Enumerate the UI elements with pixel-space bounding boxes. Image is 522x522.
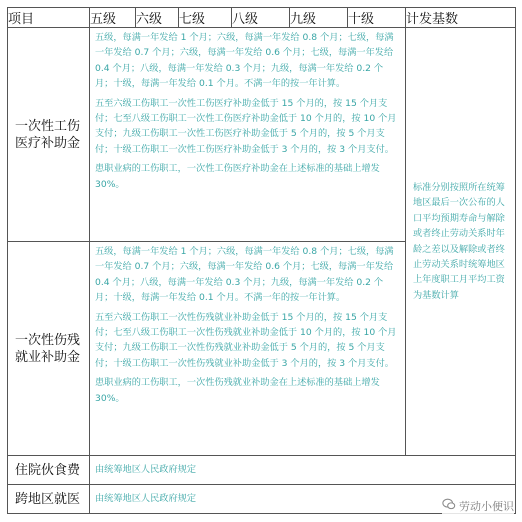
paragraph: 五至六级工伤职工一次性伤残就业补助金低于 15 个月的，按 15 个月支付；七至八级工伤职工一次性伤残就业补助金低于 10 个月的，按 10 个月支付；九级工伤职工一次性伤残就业补助金低于 5 个月的，按 5 个月支付；十级工伤职工一次性伤残就业补助金低于 3 个月的，按 3 个月支付。 [95,311,397,369]
header-grade-9: 九级 [290,8,348,28]
table-row [8,456,516,485]
basis-note: 标准分别按照所在统筹地区最后一次公布的人口平均预期寿命与解除或者终止劳动关系时年龄之差以及解除或者终止劳动关系时统筹地区上年度职工月平均工资为基数计算 [406,28,516,456]
paragraph: 患职业病的工伤职工，一次性工伤医疗补助金在上述标准的基础上增发 30%。 [95,163,380,190]
medical-subsidy-content [90,28,406,242]
header-grade-5: 五级 [90,8,136,28]
row-label-employment-subsidy: 一次性伤残就业补助金 [8,242,90,456]
watermark [442,497,514,514]
row-label-cross-region: 跨地区就医 [8,485,90,514]
wechat-icon [442,497,456,514]
table-row [8,28,516,242]
row-label-medical-subsidy: 一次性工伤医疗补助金 [8,28,90,242]
header-grade-6: 六级 [136,8,179,28]
paragraph: 五级，每满一年发给 1 个月；六级，每满一年发给 0.8 个月；七级，每满一年发给 0.7 个月；六级，每满一年发给 0.6 个月；七级，每满一年发给 0.4 个月；八级，每满一年发给 0.3 个月；九级，每满一年发给 0.2 个月；十级，每满一年发给 0.1 个月。不满一年的按一年计算。 [95,32,394,90]
paragraph: 患职业病的工伤职工，一次性伤残就业补助金在上述标准的基础上增发 30%。 [95,377,380,404]
header-row [8,8,516,28]
table-row [8,485,516,514]
header-grade-8: 八级 [232,8,290,28]
header-grade-10: 十级 [348,8,406,28]
paragraph: 五至六级工伤职工一次性工伤医疗补助金低于 15 个月的，按 15 个月支付；七至八级工伤职工一次性工伤医疗补助金低于 10 个月的，按 10 个月支付；九级工伤职工一次性工伤医疗补助金低于 5 个月的，按 5 个月支付；十级工伤职工一次性工伤医疗补助金低于 3 个月的，按 3 个月支付。 [95,97,397,155]
paragraph: 五级，每满一年发给 1 个月；六级，每满一年发给 0.8 个月；七级，每满一年发给 0.7 个月；六级，每满一年发给 0.6 个月；七级，每满一年发给 0.4 个月；八级，每满一年发给 0.3 个月；九级，每满一年发给 0.2 个月；十级，每满一年发给 0.1 个月。不满一年的按一年计算。 [95,246,394,304]
row-label-meal-fee: 住院伙食费 [8,456,90,485]
compensation-table [7,7,516,514]
watermark-text: 劳动小便识 [459,499,514,513]
meal-fee-text: 由统筹地区人民政府规定 [90,456,516,485]
header-basis: 计发基数 [406,8,516,28]
header-grade-7: 七级 [179,8,232,28]
cross-region-text: 由统筹地区人民政府规定 [90,485,516,514]
employment-subsidy-content [90,242,406,456]
header-item: 项目 [8,8,90,28]
